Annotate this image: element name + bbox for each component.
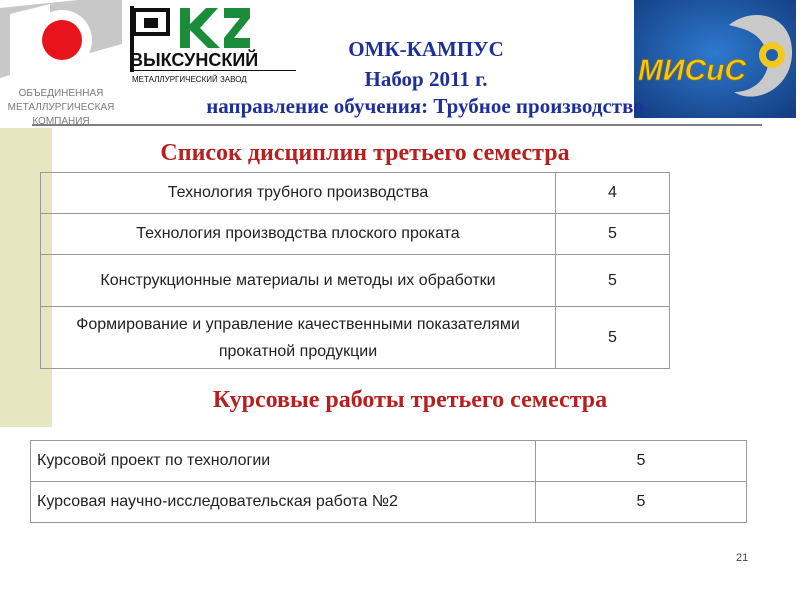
discipline-name: Технология трубного производства <box>41 173 556 214</box>
table-row <box>41 214 670 255</box>
discipline-name: Технология производства плоского проката <box>41 214 556 255</box>
coursework-title: Курсовые работы третьего семестра <box>212 387 608 413</box>
discipline-name: Формирование и управление качественными показателями прокатной продукции <box>41 307 556 369</box>
misis-logo-name: МИСиС <box>637 54 747 87</box>
header-title-line2: Набор 2011 г. <box>364 67 488 91</box>
header-title <box>300 34 552 94</box>
table-row <box>41 307 670 369</box>
discipline-name: Конструкционные материалы и методы их обработки <box>41 255 556 307</box>
table-row <box>41 255 670 307</box>
omk-logo-line1: ОБЪЕДИНЕННАЯ <box>18 88 104 99</box>
table-row <box>31 441 747 482</box>
coursework-name: Курсовая научно-исследовательская работа №2 <box>31 482 536 523</box>
vmz-logo-sub: МЕТАЛЛУРГИЧЕСКИЙ ЗАВОД <box>132 75 247 84</box>
discipline-value: 5 <box>556 255 670 307</box>
header-title-line1: ОМК-КАМПУС <box>348 37 504 61</box>
header-divider <box>32 124 762 126</box>
disciplines-title: Список дисциплин третьего семестра <box>160 140 570 166</box>
omk-logo-line2: МЕТАЛЛУРГИЧЕСКАЯ <box>7 102 115 113</box>
page-number: 21 <box>736 552 749 564</box>
disciplines-table <box>40 172 670 369</box>
coursework-value: 5 <box>536 441 747 482</box>
table-row <box>31 482 747 523</box>
table-row <box>41 173 670 214</box>
vmz-logo-name: ВЫКСУНСКИЙ <box>130 50 259 70</box>
vmz-logo <box>126 0 301 90</box>
coursework-name: Курсовой проект по технологии <box>31 441 536 482</box>
discipline-value: 5 <box>556 214 670 255</box>
omk-logo-line3: КОМПАНИЯ <box>32 116 90 127</box>
coursework-table <box>30 440 747 523</box>
omk-logo <box>0 0 122 128</box>
coursework-value: 5 <box>536 482 747 523</box>
header-subtitle: направление обучения: Трубное производство <box>206 94 644 118</box>
discipline-value: 5 <box>556 307 670 369</box>
discipline-value: 4 <box>556 173 670 214</box>
